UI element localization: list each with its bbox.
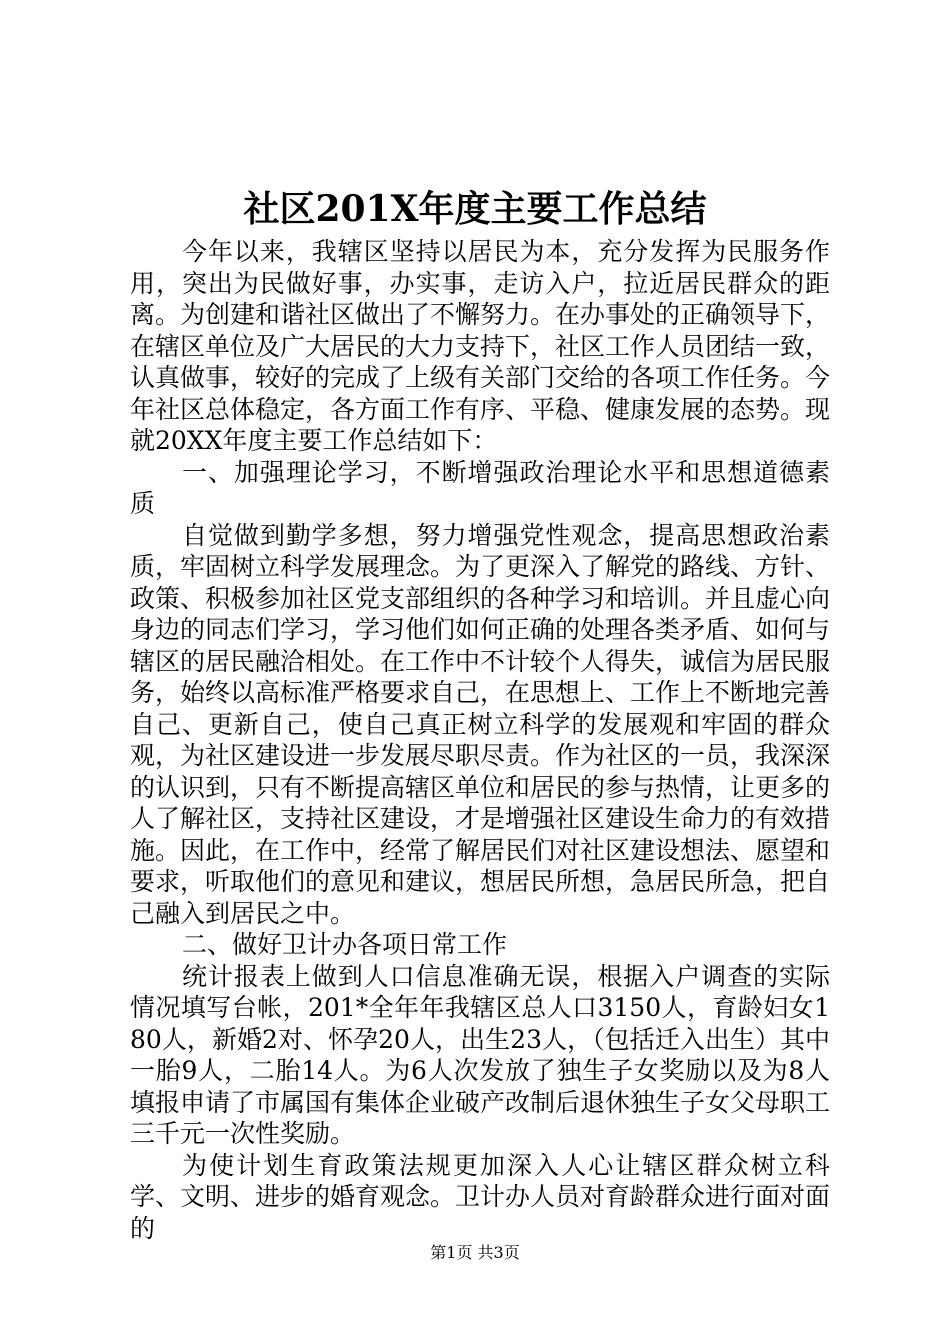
paragraph-statistics: 统计报表上做到人口信息准确无误，根据入户调查的实际情况填写台帐，201*全年年我辖区总人口3150人，育龄妇女180人，新婚2对、怀孕20人，出生23人，（包括迁入出生）其中一胎9人，二胎14人。为6人次发放了独生子女奖励以及为8人填报申请了市属国有集体企业破产改制后退休独生子女父母职工三千元一次性奖励。 (130, 961, 831, 1148)
paragraph-intro: 今年以来，我辖区坚持以居民为本，充分发挥为民服务作用，突出为民做好事，办实事，走访入户，拉近居民群众的距离。为创建和谐社区做出了不懈努力。在办事处的正确领导下，在辖区单位及广大居民的大力支持下，社区工作人员团结一致，认真做事，较好的完成了上级有关部门交给的各项工作任务。今年社区总体稳定，各方面工作有序、平稳、健康发展的态势。现就20XX年度主要工作总结如下： (130, 237, 831, 455)
paragraph-section-1: 自觉做到勤学多想，努力增强党性观念，提高思想政治素质，牢固树立科学发展理念。为了更深入了解党的路线、方针、政策、积极参加社区党支部组织的各种学习和培训。并且虚心向身边的同志们学习，学习他们如何正确的处理各类矛盾、如何与辖区的居民融洽相处。在工作中不计较个人得失，诚信为居民服务，始终以高标准严格要求自己，在思想上、工作上不断地完善自己、更新自己，使自己真正树立科学的发展观和牢固的群众观，为社区建设进一步发展尽职尽责。作为社区的一员，我深深的认识到，只有不断提高辖区单位和居民的参与热情，让更多的人了解社区，支持社区建设，才是增强社区建设生命力的有效措施。因此，在工作中，经常了解居民们对社区建设想法、愿望和要求，听取他们的意见和建议，想居民所想，急居民所急，把自己融入到居民之中。 (130, 520, 831, 928)
page-title: 社区201X年度主要工作总结 (243, 188, 707, 230)
page-footer: 第1页 共3页 (430, 1243, 520, 1262)
section-heading-1: 一、加强理论学习，不断增强政治理论水平和思想道德素质 (130, 457, 830, 518)
paragraph-policy: 为使计划生育政策法规更加深入人心让辖区群众树立科学、文明、进步的婚育观念。卫计办人员对育龄群众进行面对面的 (130, 1150, 831, 1243)
document-body (130, 236, 830, 1244)
section-heading-2: 二、做好卫计办各项日常工作 (182, 930, 508, 959)
